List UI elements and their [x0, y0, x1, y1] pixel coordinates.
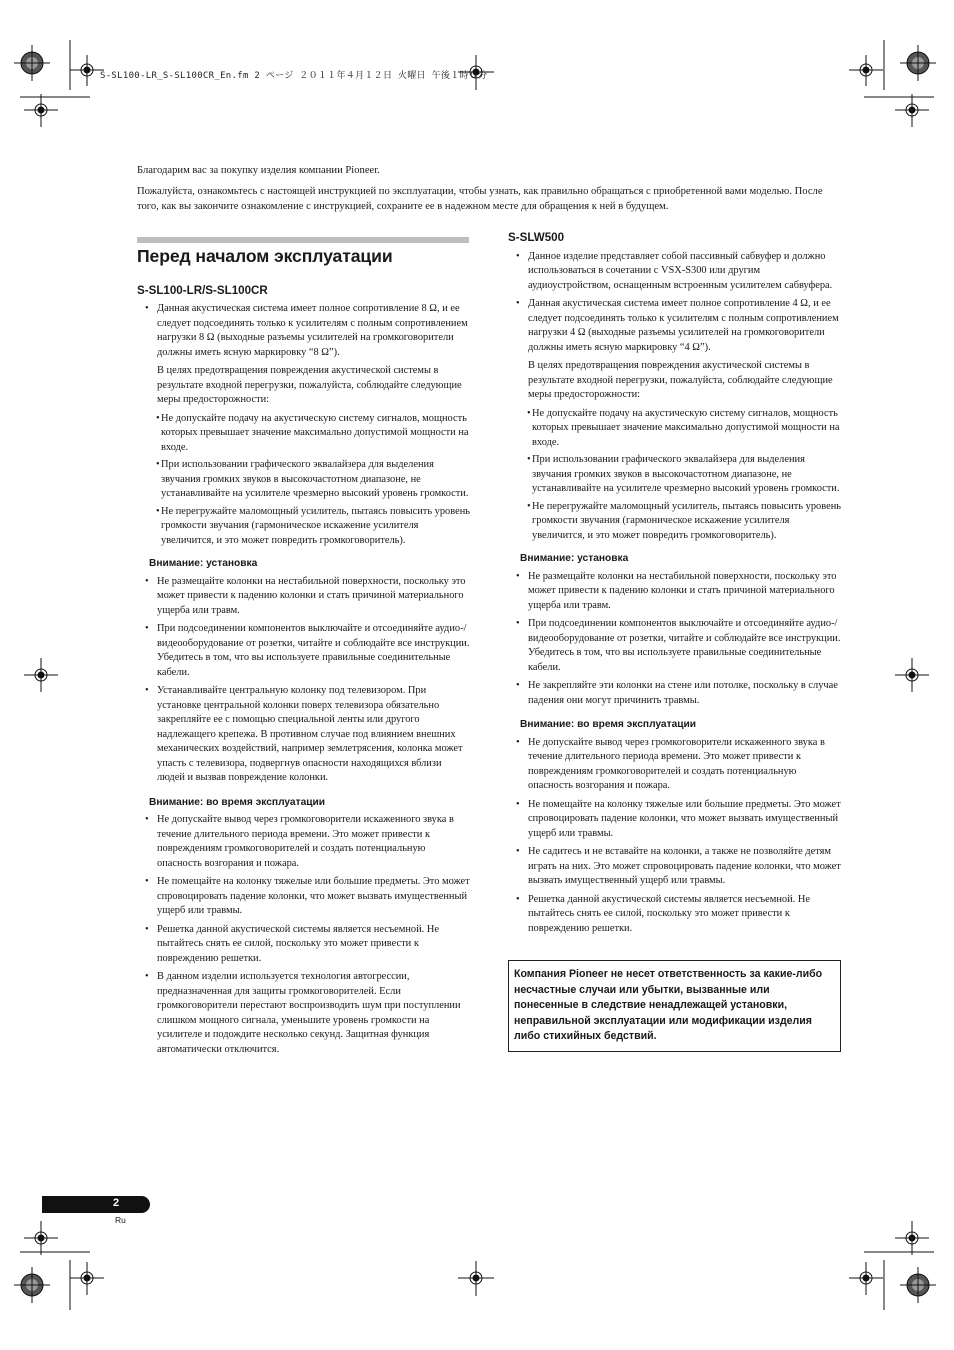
install-list	[137, 575, 470, 786]
file-info-line: S-SL100-LR_S-SL100CR_En.fm 2 ページ ２０１１年４月１２日 火曜日 午後１時０分	[100, 71, 488, 81]
list-item: • Не допускайте вывод через громкоговорители искаженного звука в течение длительного периода времени. Это может привести к повреждениям громкоговорителей и создать потенциальную опасность возгорания и пожара.	[137, 813, 470, 871]
crosshair-icon	[24, 1221, 58, 1255]
list-item: • В данном изделии используется технология автогрессии, предназначенная для защиты громкоговорителей. Если громкоговорители перестают воспроизводить шум при поступлении слишком мощного сигнала, уменьшите уровень громкости на усилителе и подождите несколько секунд. Защитная функция автоматически отключится.	[137, 970, 470, 1057]
list-item: • Данная акустическая система имеет полное сопротивление 4 Ω, и ее следует подсоединять только к усилителям с полным сопротивлением нагрузки 4 Ω (выходные разъемы усилителей на громкоговорители должны иметь ясную маркировку “4 Ω”).	[508, 297, 841, 355]
crosshair-icon	[895, 1221, 929, 1255]
right-column	[508, 231, 841, 1052]
list-item: • Не помещайте на колонку тяжелые или большие предметы. Это может спровоцировать падение колонки, что может вызвать имущественный ущерб или травмы.	[508, 798, 841, 842]
list-item: • При подсоединении компонентов выключайте и отсоединяйте аудио-/видеооборудование от розетки, читайте и соблюдайте все инструкции. Убедитесь в том, что вы используете правильные соединительные кабели.	[508, 617, 841, 675]
list-item: • При использовании графического эквалайзера для выделения звучания громких звуков в высокочастотном диапазоне, не устанавливайте на усилителе чрезмерно высокий уровень громкости.	[157, 458, 470, 502]
crosshair-icon	[14, 1267, 50, 1303]
list-item: • Не размещайте колонки на нестабильной поверхности, поскольку это может привести к падению колонки и стать причиной материального ущерба или травм.	[508, 570, 841, 614]
intro-thanks: Благодарим вас за покупку изделия компании Pioneer.	[137, 165, 380, 176]
overload-list	[137, 412, 470, 549]
list-item: • Не размещайте колонки на нестабильной поверхности, поскольку это может привести к падению колонки и стать причиной материального ущерба или травм.	[137, 575, 470, 619]
list-item: • Не допускайте вывод через громкоговорители искаженного звука в течение длительного периода времени. Это может привести к повреждениям громкоговорителей и создать потенциальную опасность возгорания и пожара.	[508, 736, 841, 794]
list-item: • Данное изделие представляет собой пассивный сабвуфер и должно использоваться в сочетании с VSX-S300 или другим аудиоустройством, оснащенным встроенным усилителем сабвуфера.	[508, 250, 841, 294]
intro	[137, 163, 827, 220]
model-heading-slw500: S-SLW500	[508, 231, 565, 244]
operation-list	[508, 736, 841, 937]
language-code: Ru	[115, 1215, 126, 1225]
list-item: • Данная акустическая система имеет полное сопротивление 8 Ω, и ее следует подсоединять только к усилителям с полным сопротивлением нагрузки 8 Ω (выходные разъемы усилителей на громкоговорители должны иметь ясную маркировку “8 Ω”).	[137, 302, 470, 360]
crosshair-icon	[849, 55, 883, 86]
subwoofer-list	[508, 250, 841, 356]
list-item: • Не перегружайте маломощный усилитель, пытаясь повысить уровень громкости звучания (гармоническое искажение усилителя увеличится, и это может повредить громкоговоритель).	[157, 505, 470, 549]
operation-list	[137, 813, 470, 1057]
list-item: • Решетка данной акустической системы является несъемной. Не пытайтесь снять ее силой, поскольку это может привести к повреждению решетки.	[137, 923, 470, 967]
crosshair-icon	[895, 658, 929, 692]
list-item: • Не допускайте подачу на акустическую систему сигналов, мощность которых превышает значение максимально допустимой мощности на входе.	[157, 412, 470, 456]
intro-instructions: Пожалуйста, ознакомьтесь с настоящей инструкцией по эксплуатации, чтобы узнать, как правильно обращаться с приобретенной вами моделью. После того, как вы закончите ознакомление с инструкцией, сохраните ее в надежном месте для обращения к ней в будущем.	[137, 186, 823, 212]
impedance-list	[137, 302, 470, 360]
overload-intro: В целях предотвращения повреждения акустической системы в результате входной перегрузки, пожалуйста, соблюдайте следующие меры предосторожности:	[157, 365, 462, 405]
list-item: • Не перегружайте маломощный усилитель, пытаясь повысить уровень громкости звучания (гармоническое искажение усилителя увеличится, и это может повредить громкоговоритель).	[528, 500, 841, 544]
operation-heading: Внимание: во время эксплуатации	[520, 719, 697, 730]
liability-notice: Компания Pioneer не несет ответственность за какие-либо несчастные случаи или убытки, вызванные или понесенные в следствие ненадлежащей установки, неправильной эксплуатации или модификации изделия либо стихийных бедствий.	[508, 960, 841, 1052]
operation-heading: Внимание: во время эксплуатации	[149, 796, 326, 808]
overload-intro: В целях предотвращения повреждения акустической системы в результате входной перегрузки, пожалуйста, соблюдайте следующие меры предосторожности:	[528, 360, 833, 400]
title-bar	[137, 237, 469, 243]
crosshair-icon	[24, 94, 58, 127]
crosshair-icon	[895, 94, 929, 127]
page-number: 2	[113, 1197, 120, 1209]
list-item: • Не помещайте на колонку тяжелые или большие предметы. Это может спровоцировать падение колонки, что может вызвать имущественный ущерб или травмы.	[137, 875, 470, 919]
list-item: • При использовании графического эквалайзера для выделения звучания громких звуков в высокочастотном диапазоне, не устанавливайте на усилителе чрезмерно высокий уровень громкости.	[528, 453, 841, 497]
crosshair-icon	[900, 1267, 936, 1303]
crosshair-icon	[458, 1261, 494, 1296]
crosshair-icon	[24, 658, 58, 692]
section-title: Перед началом эксплуатации	[137, 246, 393, 266]
model-heading-sl100: S-SL100-LR/S-SL100CR	[137, 283, 268, 297]
crosshair-icon	[14, 45, 50, 81]
page-number-tab	[42, 1196, 150, 1213]
overload-list	[508, 407, 841, 544]
list-item: • При подсоединении компонентов выключайте и отсоединяйте аудио-/видеооборудование от розетки, читайте и соблюдайте все инструкции. Убедитесь в том, что вы используете правильные соединительные кабели.	[137, 622, 470, 680]
list-item: • Не садитесь и не вставайте на колонки, а также не позволяйте детям играть на них. Это может спровоцировать падение колонки, что может вызвать имущественный ущерб или травмы.	[508, 845, 841, 889]
list-item: • Устанавливайте центральную колонку под телевизором. При установке центральной колонки поверх телевизора обязательно закрепляйте ее с помощью специальной ленты или другого надлежащего крепежа. В противном случае под влиянием внешних механических воздействий, например землетрясения, колонка может упасть с телевизора, подвергнув опасности находящихся вблизи людей и вызвав повреждение колонки.	[137, 684, 470, 786]
list-item: • Не закрепляйте эти колонки на стене или потолке, поскольку в случае падения они могут причинить травмы.	[508, 679, 841, 708]
list-item: • Не допускайте подачу на акустическую систему сигналов, мощность которых превышает значение максимально допустимой мощности на входе.	[528, 407, 841, 451]
left-column	[137, 237, 470, 1061]
install-heading: Внимание: установка	[520, 553, 629, 564]
crosshair-icon	[70, 1262, 104, 1295]
install-heading: Внимание: установка	[149, 558, 258, 569]
install-list	[508, 570, 841, 709]
crosshair-icon	[70, 55, 104, 86]
crosshair-icon	[849, 1262, 883, 1295]
crosshair-icon	[900, 45, 936, 81]
list-item: • Решетка данной акустической системы является несъемной. Не пытайтесь снять ее силой, поскольку это может привести к повреждению решетки.	[508, 893, 841, 937]
